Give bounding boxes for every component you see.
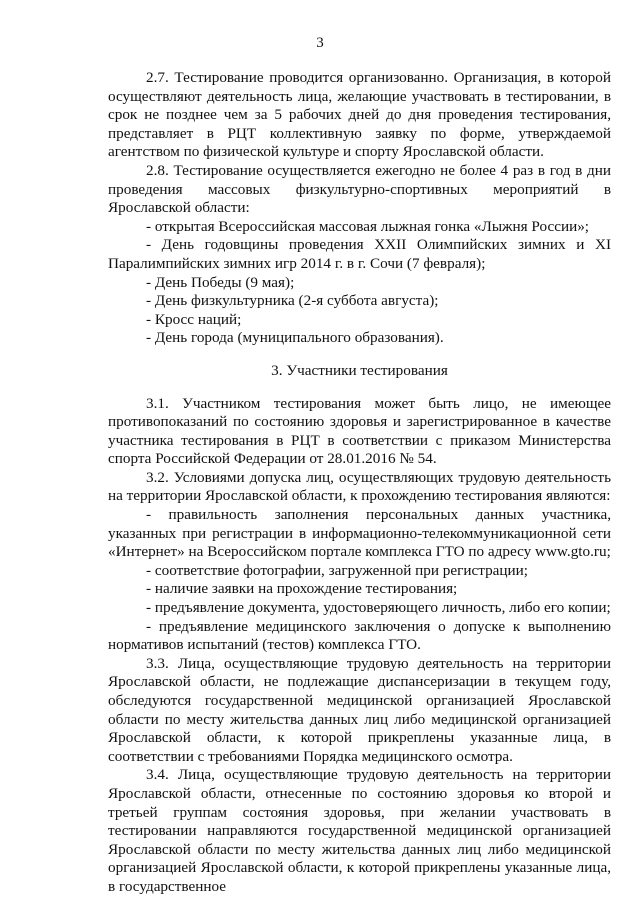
document-body [108,69,611,897]
paragraph-3-2: 3.2. Условиями допуска лиц, осуществляющих трудовую деятельность на территории Ярославской области, к прохождению тестирования являются: [108,468,611,505]
list-item-victory-day: - День Победы (9 мая); [146,273,295,291]
list-item-city-day: - День города (муниципального образования). [146,329,444,347]
list-item-olympics-anniversary: - День годовщины проведения XXII Олимпийских зимних и XI Паралимпийских зимних игр 2014 г. в г. Сочи (7 февраля); [108,236,611,272]
list-item-cross-nations: - Кросс наций; [146,310,242,328]
list-item-application: - наличие заявки на прохождение тестирования; [146,580,458,598]
paragraph-2-7: 2.7. Тестирование проводится организованно. Организация, в которой осуществляют деятельность лица, желающие участвовать в тестировании, в срок не позднее чем за 5 рабочих дней до дня проведения тестирования, представляет в РЦТ коллективную заявку по форме, утверждаемой агентством по физической культуре и спорту Ярославской области. [108,69,611,161]
paragraph-2-8: 2.8. Тестирование осуществляется ежегодно не более 4 раз в год в дни проведения массовых физкультурно-спортивных мероприятий в Ярославской области: [108,161,611,217]
list-item-medical-conclusion: - предъявление медицинского заключения о допуске к выполнению нормативов испытаний (тестов) комплекса ГТО. [108,617,611,654]
list-item-athlete-day: - День физкультурника (2-я суббота августа); [146,292,439,310]
list-item-id-document: - предъявление документа, удостоверяющего личность, либо его копии; [146,599,611,617]
page-number: 3 [316,35,324,51]
list-item-personal-data: - правильность заполнения персональных данных участника, указанных при регистрации в информационно-телекоммуникационной сети «Интернет» на Всероссийском портале комплекса ГТО по адресу www.gto.ru; [108,506,611,561]
list-item-ski-race: - открытая Всероссийская массовая лыжная гонка «Лыжня России»; [146,217,590,235]
paragraph-3-4: 3.4. Лица, осуществляющие трудовую деятельность на территории Ярославской области, отнесенные по состоянию здоровья ко второй и третьей группам состояния здоровья, при желании участвовать в тестировании направляются государственной медицинской организацией Ярославской области по месту жительства данных лиц либо медицинской организацией Ярославской области, к которой прикреплены указанные лица, в государственное [108,766,611,895]
list-item-photo: - соответствие фотографии, загруженной при регистрации; [146,561,529,579]
paragraph-3-3: 3.3. Лица, осуществляющие трудовую деятельность на территории Ярославской области, не подлежащие диспансеризации в текущем году, обследуются государственной медицинской организацией Ярославской области по месту жительства данных лиц либо медицинской организацией Ярославской области, к которой прикреплены указанные лица, в соответствии с требованиями Порядка медицинского осмотра. [108,654,611,765]
paragraph-3-1: 3.1. Участником тестирования может быть лицо, не имеющее противопоказаний по состоянию здоровья и зарегистрированное в качестве участника тестирования в РЦТ в соответствии с приказом Министерства спорта Российской Федерации от 28.01.2016 № 54. [108,394,611,468]
section-heading: 3. Участники тестирования [271,361,448,379]
